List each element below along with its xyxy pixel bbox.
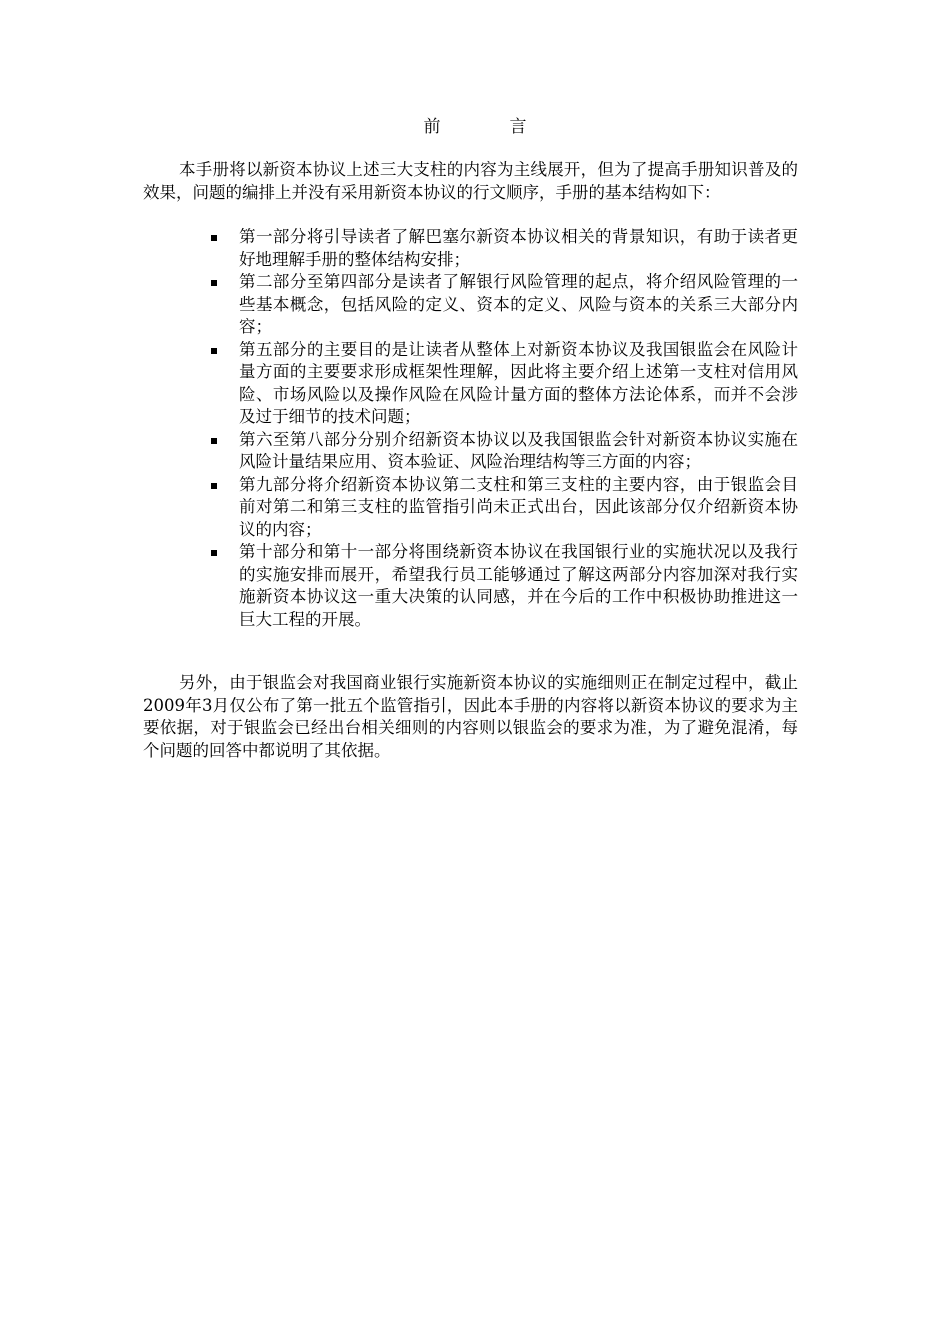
bullet-text: 第一部分将引导读者了解巴塞尔新资本协议相关的背景知识，有助于读者更好地理解手册的整体结构安排； [239, 227, 798, 269]
bullet-text: 第六至第八部分分别介绍新资本协议以及我国银监会针对新资本协议实施在风险计量结果应用、资本验证、风险治理结构等三方面的内容； [239, 429, 798, 471]
bullet-text: 第五部分的主要目的是让读者从整体上对新资本协议及我国银监会在风险计量方面的主要要求形成框架性理解，因此将主要介绍上述第一支柱对信用风险、市场风险以及操作风险在风险计量方面的整体方法论体系，而并不会涉及过于细节的技术问题； [239, 339, 798, 426]
square-bullet-icon [211, 550, 217, 556]
bullet-item-2 [208, 271, 798, 339]
bullet-item-4 [208, 429, 798, 474]
bullet-item-5 [208, 474, 798, 542]
square-bullet-icon [211, 438, 217, 444]
bullet-item-6 [208, 541, 798, 631]
bullet-text: 第二部分至第四部分是读者了解银行风险管理的起点，将介绍风险管理的一些基本概念，包括风险的定义、资本的定义、风险与资本的关系三大部分内容； [239, 272, 798, 336]
square-bullet-icon [211, 483, 217, 489]
bullet-text: 第九部分将介绍新资本协议第二支柱和第三支柱的主要内容，由于银监会目前对第二和第三支柱的监管指引尚未正式出台，因此该部分仅介绍新资本协议的内容； [239, 474, 798, 539]
bullet-item-3 [208, 339, 798, 429]
intro-paragraph: 本手册将以新资本协议上述三大支柱的内容为主线展开，但为了提高手册知识普及的效果，问题的编排上并没有采用新资本协议的行文顺序，手册的基本结构如下： [143, 160, 798, 202]
bullet-item-1 [208, 226, 798, 271]
square-bullet-icon [211, 280, 217, 286]
closing-paragraph: 另外，由于银监会对我国商业银行实施新资本协议的实施细则正在制定过程中，截止2009年3月仅公布了第一批五个监管指引，因此本手册的内容将以新资本协议的要求为主要依据，对于银监会已经出台相关细则的内容则以银监会的要求为准，为了避免混淆，每个问题的回答中都说明了其依据。 [143, 673, 798, 760]
page-title: 前 言 [423, 117, 553, 137]
square-bullet-icon [211, 348, 217, 354]
square-bullet-icon [211, 235, 217, 241]
structure-bullet-list [208, 226, 798, 631]
bullet-text: 第十部分和第十一部分将围绕新资本协议在我国银行业的实施状况以及我行的实施安排而展开，希望我行员工能够通过了解这两部分内容加深对我行实施新资本协议这一重大决策的认同感，并在今后的工作中积极协助推进这一巨大工程的开展。 [239, 542, 798, 629]
